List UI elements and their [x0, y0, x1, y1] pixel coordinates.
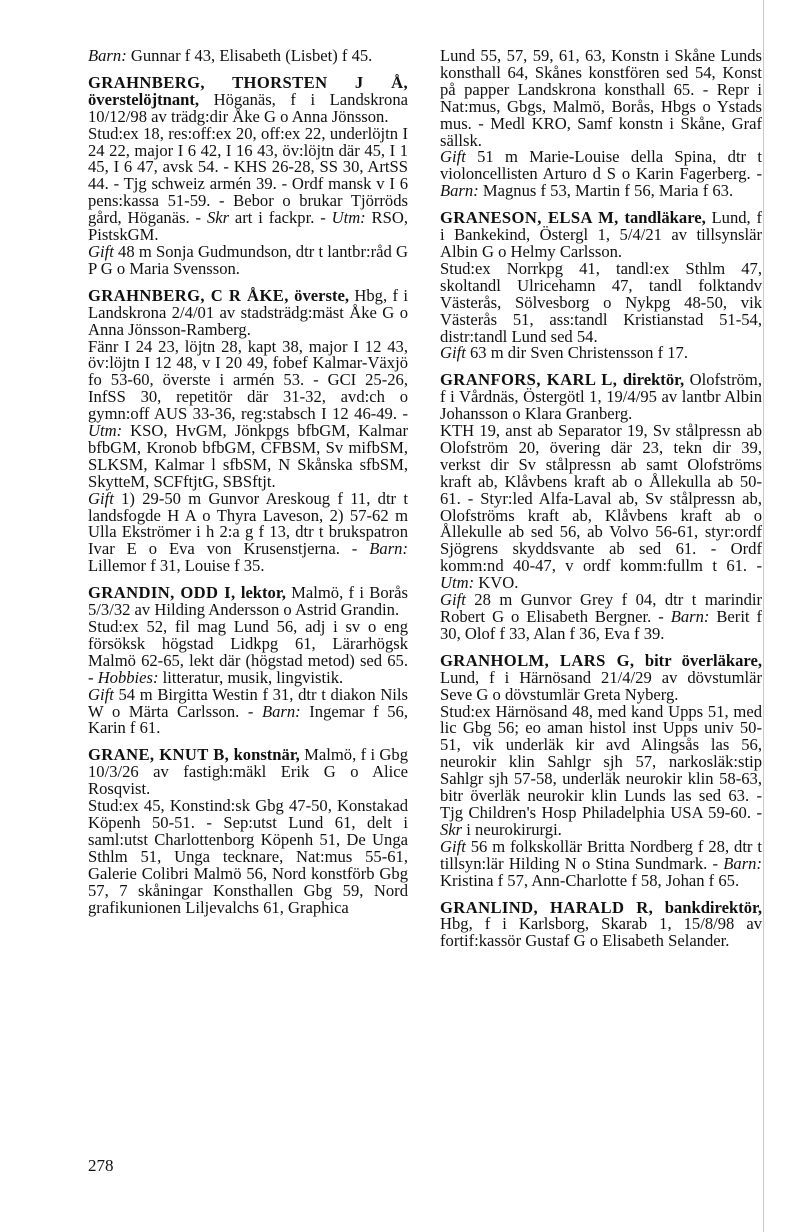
field-label: Gift [88, 488, 114, 508]
entry-paragraph [440, 149, 762, 200]
field-label: Gift [88, 684, 114, 704]
entry-paragraph [88, 285, 408, 339]
entry-text: Lillemor f 31, Louise f 35. [88, 556, 265, 576]
entry-text: art i fackpr. - [229, 208, 332, 228]
field-label: Barn: [88, 46, 127, 65]
right-column [440, 48, 762, 960]
entry-text: Stud:ex Härnösand 48, med kand Upps 51, med lic Gbg 56; eo aman histol inst Upps univ 50-51, vik underläk kir avd Alingsås las 56, neurokir klin Sahlgr sjh 57, narkosläk:stip Sahlgr sjh 57-58, underläk neurokir klin 58-63, bitr överläk neurokir klin Lunds las sed 63. - Tjg Children's Hosp Philadelphia USA 59-60. - [440, 701, 762, 822]
entry-paragraph [440, 48, 762, 149]
entry-paragraph [88, 123, 408, 245]
page-number: 278 [88, 1156, 114, 1175]
directory-entry [440, 210, 762, 362]
field-label: Utm: [331, 208, 366, 228]
entry-paragraph [440, 592, 762, 643]
entry-text: Malmö, f i Borås 5/3/32 av Hilding Andersson o Astrid Grandin. [88, 583, 408, 620]
field-label: Utm: [88, 421, 123, 441]
entry-text: Hbg, f i Karlsborg, Skarab 1, 15/8/98 av fortif:kassör Gustaf G o Elisabeth Selander. [440, 914, 762, 951]
entry-text: i neurokirurgi. [462, 819, 562, 839]
entry-title: bitr överläkare, [644, 650, 762, 670]
entry-paragraph [88, 336, 408, 491]
entry-title: tandläkare, [624, 208, 706, 228]
directory-entry [88, 72, 408, 278]
entry-text: 56 m folkskollär Britta Nordberg f 28, dtr t tillsyn:lär Hilding N o Stina Sundmark. - [440, 836, 762, 873]
field-label: Barn: [670, 607, 710, 626]
entry-title: överstelöjtnant, [88, 89, 200, 109]
entry-paragraph [440, 897, 763, 951]
field-label: Skr [440, 819, 463, 839]
field-label: Barn: [723, 853, 762, 873]
field-label: Gift [440, 343, 466, 363]
entry-text: Berit f 30, Olof f 33, Alan f 36, Eva f 39. [440, 607, 762, 643]
entry-text: RSO, PistskGM. [88, 208, 408, 245]
field-label: Gift [88, 241, 114, 261]
directory-entry [88, 747, 408, 916]
entry-text: Lund 55, 57, 59, 61, 63, Konstn i Skåne Lunds konsthall 64, Skånes konstfören sed 54, Konst på papper Landskrona konsthall 65. - Repr i Nat:mus, Gbgs, Malmö, Borås, Hbgs o Ystads mus. - Medl KRO, Samf konstn i Skåne, Graf sällsk. [440, 46, 762, 150]
field-label: Gift [440, 590, 466, 610]
field-label: Utm: [440, 573, 475, 593]
entry-text: Höganäs, f i Landskrona 10/12/98 av trädg:dir Åke G o Anna Jönsson. [88, 89, 408, 126]
entry-paragraph [440, 345, 762, 362]
entry-paragraph [88, 72, 408, 126]
entry-text: Stud:ex 18, res:off:ex 20, off:ex 22, underlöjtn I 24 22, major I 6 42, I 16 43, öv:löjtn där 45, I 1 45, I 6 47, avsk 54. - KHS 26-28, SS 30, ArtSS 44. - Tjg schweiz armén 39. - Ordf mansk v I 6 pens:kassa 51-59. - Bebor o brukar Tjörröds gård, Höganäs. - [88, 123, 408, 228]
entry-text: 1) 29-50 m Gunvor Areskoug f 11, dtr t landsfogde H A o Thyra Laveson, 2) 57-62 m Ulla Ekströmer i h 2:a g f 13, dtr t brukspatron Ivar E o Eva von Krusenstjerna. - [88, 488, 408, 559]
field-label: Gift [440, 147, 466, 167]
entry-name: GRANFORS, KARL L, [440, 370, 618, 390]
directory-entry [440, 897, 763, 951]
directory-entry [88, 285, 408, 576]
entry-text: 54 m Birgitta Westin f 31, dtr t diakon Nils W o Märta Carlsson. - [88, 684, 408, 721]
field-label: Gift [440, 836, 466, 856]
entry-paragraph [88, 798, 408, 916]
directory-entry [440, 48, 762, 200]
entry-paragraph [88, 585, 408, 619]
field-label: Barn: [440, 181, 479, 201]
entry-text: litteratur, musik, lingvistik. [158, 667, 344, 687]
entry-text: Stud:ex 45, Konstind:sk Gbg 47-50, Konstakad Köpenh 50-51. - Sep:utst Lund 61, delt i saml:utst Charlottenborg Köpenh 51, De Unga Sthlm 51, Unga tecknare, Nat:mus 55-61, Galerie Colibri Malmö 56, Nord konstförb Gbg 57, 7 skåningar Konsthallen Gbg 59, Nord grafikunionen Liljevalchs 61, Graphica [88, 796, 408, 917]
entry-name: GRAHNBERG, C R ÅKE, [88, 285, 289, 305]
entry-text: Stud:ex 52, fil mag Lund 56, adj i sv o eng försöksk högstad Lidkpg 61, Lärarhögsk Malmö 62-65, lekt där (högstad metod) sed 65. - [88, 617, 408, 687]
entry-text: KTH 19, anst ab Separator 19, Sv stålpressn ab Olofström 20, övering där 23, tekn dir 39, verkst dir Sv stålpressn ab samt Olofströms kraft ab, Klåvbens kraft ab o Ållekulla ab 50-61. - Styr:led Alfa-Laval ab, Sv stålpressn ab, Olofströms kraft ab, Klåvbens kraft ab o Ållekulle ab sed 56, ab Volvo 56-61, styr:ordf Sjögrens skyddsvante ab sed 61. - Ordf komm:nd 40-47, v ordf komm:fullm t 61. - [440, 421, 762, 576]
entry-title: lektor, [240, 583, 286, 603]
entry-paragraph [88, 684, 408, 738]
entry-text: Lund, f i Bankekind, Östergl 1, 5/4/21 av tillsynslär Albin G o Helmy Carlsson. [440, 208, 762, 261]
entry-title: direktör, [622, 370, 685, 390]
entry-paragraph [440, 836, 762, 890]
entry-text: Kristina f 57, Ann-Charlotte f 58, Johan f 65. [440, 870, 740, 890]
entry-text: KSO, HvGM, Jönkpgs bfbGM, Kalmar bfbGM, Kronob bfbGM, CFBSM, Sv mifbSM, SLKSM, Kalmar l sfbSM, N Skånska sfbSM, SkytteM, SCFftjtG, SBSftjt. [88, 421, 408, 491]
entry-name: GRANESON, ELSA M, [440, 208, 619, 228]
entry-text: 63 m dir Sven Christensson f 17. [465, 343, 688, 363]
entry-paragraph [440, 423, 762, 592]
entry-paragraph [88, 488, 408, 576]
entry-paragraph [88, 619, 408, 687]
directory-entry [88, 585, 408, 737]
field-label: Barn: [369, 539, 408, 559]
entry-text: 28 m Gunvor Grey f 04, dtr t marindir Robert G o Elisabeth Bergner. - [440, 590, 762, 626]
entry-text: Magnus f 53, Martin f 56, Maria f 63. [478, 181, 734, 201]
field-label: Skr [206, 208, 230, 228]
entry-paragraph [440, 372, 762, 423]
entry-name: GRANE, KNUT B, [88, 745, 230, 765]
directory-entry [440, 372, 762, 643]
entry-text: Malmö, f i Gbg 10/3/26 av fastigh:mäkl Erik G o Alice Rosqvist. [88, 745, 408, 799]
entry-title: konstnär, [233, 745, 300, 765]
entry-text: KVO. [474, 573, 519, 593]
entry-text: 51 m Marie-Louise della Spina, dtr t violoncellisten Arturo d S o Karin Fagerberg. - [440, 147, 762, 184]
entry-text: Ingemar f 56, Karin f 61. [88, 701, 408, 738]
entry-name: GRANDIN, ODD I, [88, 583, 236, 603]
entry-paragraph [440, 258, 762, 346]
entry-text: Gunnar f 43, Elisabeth (Lisbet) f 45. [126, 46, 373, 65]
entry-text: Hbg, f i Landskrona 2/4/01 av stadsträdg:mäst Åke G o Anna Jönsson-Ramberg. [88, 285, 408, 339]
left-column [88, 48, 408, 926]
entry-name: GRANLIND, HARALD R, [440, 897, 654, 917]
entry-paragraph [88, 747, 408, 798]
entry-text: Fänr I 24 23, löjtn 28, kapt 38, major I 12 43, öv:löjtn I 12 48, v I 20 49, fobef Kalmar-Växjö fo 53-60, överste i armén 53. - GCI 25-26, InfSS 30, repetitör där 31-32, avd:ch o gymn:off AUS 33-36, reg:stabsch I 12 46-49. - [88, 336, 408, 424]
entry-paragraph [88, 48, 408, 65]
directory-entry [440, 650, 762, 890]
entry-text: Olofström, f i Vårdnäs, Östergötl 1, 19/4/95 av lantbr Albin Johansson o Klara Granberg. [440, 370, 762, 424]
entry-text: Stud:ex Norrkpg 41, tandl:ex Sthlm 47, skoltandl Ulricehamn 47, tandl folktandv Västerås, Sölvesborg o Nykpg 48-50, vik Västerås 51, ass:tandl Kristianstad 51-54, distr:tandl Lund sed 54. [440, 258, 762, 346]
entry-paragraph [440, 210, 762, 261]
entry-name: GRAHNBERG, THORSTEN J Å, [88, 72, 408, 92]
page-edge-rule [763, 0, 764, 1232]
field-label: Barn: [261, 701, 301, 721]
entry-name: GRANHOLM, LARS G, [440, 650, 635, 670]
entry-text: 48 m Sonja Gudmundson, dtr t lantbr:råd G P G o Maria Svensson. [88, 241, 408, 278]
field-label: Hobbies: [97, 667, 159, 687]
entry-text: Lund, f i Härnösand 21/4/29 av dövstumlär Seve G o dövstumlär Greta Nyberg. [440, 667, 762, 704]
entry-paragraph [88, 241, 408, 278]
entry-paragraph [440, 701, 762, 839]
entry-title: överste, [294, 285, 349, 305]
entry-paragraph [440, 650, 762, 704]
directory-entry [88, 48, 408, 65]
entry-title: bankdirektör, [664, 897, 763, 917]
